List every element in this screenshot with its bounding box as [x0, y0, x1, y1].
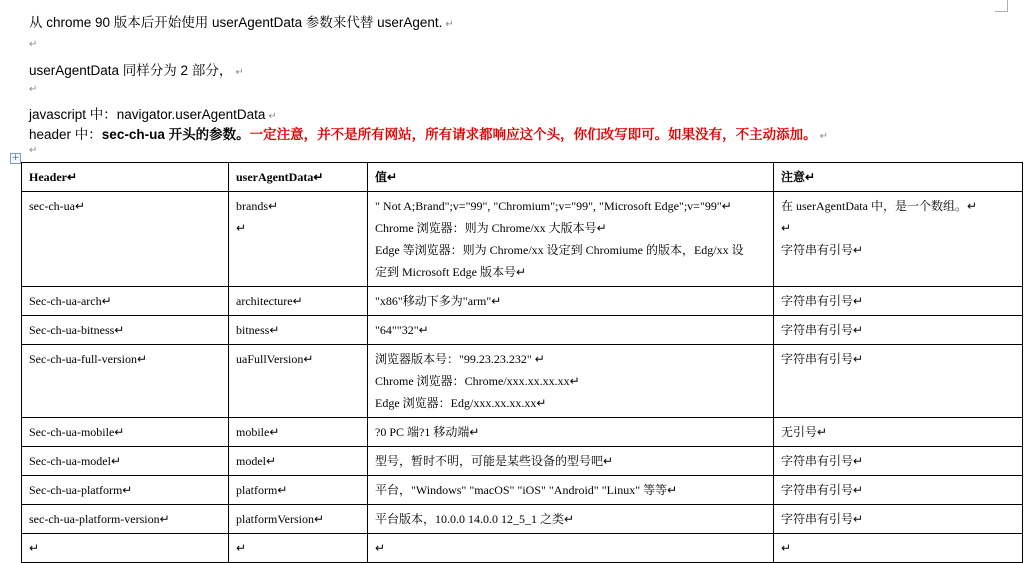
paragraph-text: header 中：: [29, 127, 102, 142]
table-row: [22, 316, 1023, 345]
note-cell: 无引号↵: [774, 418, 1023, 447]
table-row: [22, 505, 1023, 534]
note-line: 字符串有引号↵: [781, 243, 864, 257]
empty-paragraph-mark: ↵: [29, 39, 38, 50]
paragraph-mark: ↵: [445, 19, 454, 30]
paragraph-text: 从 chrome 90 版本后开始使用 userAgentData 参数来代替 userAgent.: [29, 15, 443, 30]
value-cell: [368, 192, 774, 287]
field-cell: platform↵: [229, 476, 368, 505]
table-row: [22, 287, 1023, 316]
value-line: " Not A;Brand";v="99", "Chromium";v="99", "Microsoft Edge";v="99"↵: [375, 199, 732, 213]
header-cell: sec-ch-ua↵: [22, 192, 229, 287]
field-cell: mobile↵: [229, 418, 368, 447]
value-cell: 型号，暂时不明，可能是某些设备的型号吧↵: [368, 447, 774, 476]
field-text: ↵: [236, 221, 247, 235]
header-cell: sec-ch-ua-platform-version↵: [22, 505, 229, 534]
paragraph-mark: ↵: [268, 111, 277, 122]
table-row: [22, 418, 1023, 447]
header-cell: Sec-ch-ua-full-version↵: [22, 345, 229, 418]
field-cell: uaFullVersion↵: [229, 345, 368, 418]
note-cell: 字符串有引号↵: [774, 345, 1023, 418]
table-row: [22, 534, 1023, 563]
note-cell: ↵: [774, 534, 1023, 563]
header-cell: Sec-ch-ua-model↵: [22, 447, 229, 476]
paragraph-line-2: [29, 59, 244, 79]
note-cell: [774, 192, 1023, 287]
value-line: 定到 Microsoft Edge 版本号↵: [375, 265, 527, 279]
value-cell: "64""32"↵: [368, 316, 774, 345]
note-cell: 字符串有引号↵: [774, 287, 1023, 316]
field-cell: ↵: [229, 534, 368, 563]
column-header-useragentdata: userAgentData↵: [229, 163, 368, 192]
table-row: [22, 345, 1023, 418]
field-cell: platformVersion↵: [229, 505, 368, 534]
value-line: Edge 浏览器：Edg/xxx.xx.xx.xx↵: [375, 396, 547, 410]
paragraph-line-4: [29, 123, 828, 143]
note-cell: 字符串有引号↵: [774, 447, 1023, 476]
user-agent-data-table: [21, 162, 1023, 563]
header-cell: Sec-ch-ua-arch↵: [22, 287, 229, 316]
value-cell: "x86"移动下多为"arm"↵: [368, 287, 774, 316]
value-cell: [368, 345, 774, 418]
paragraph-mark: ↵: [235, 67, 244, 78]
field-cell: [229, 192, 368, 287]
table-row: [22, 192, 1023, 287]
paragraph-line-3: [29, 103, 277, 123]
table-row: [22, 476, 1023, 505]
column-header-header: Header↵: [22, 163, 229, 192]
value-cell: 平台，"Windows" "macOS" "iOS" "Android" "Linux" 等等↵: [368, 476, 774, 505]
paragraph-warning-text: 一定注意，并不是所有网站，所有请求都响应这个头，你们改写即可。如果没有，不主动添加。: [249, 127, 817, 142]
paragraph-mark: ↵: [819, 131, 828, 142]
note-line: ↵: [781, 221, 792, 235]
table-move-handle-icon[interactable]: +: [11, 153, 20, 163]
column-header-note: 注意↵: [774, 163, 1023, 192]
value-cell: 平台版本，10.0.0 14.0.0 12_5_1 之类↵: [368, 505, 774, 534]
table-row: [22, 447, 1023, 476]
value-line: Chrome 浏览器：Chrome/xxx.xx.xx.xx↵: [375, 374, 580, 388]
field-text: brands↵: [236, 199, 279, 213]
paragraph-bold-text: sec-ch-ua 开头的参数。: [101, 127, 250, 142]
paragraph-line-1: [29, 11, 454, 31]
header-cell: Sec-ch-ua-platform↵: [22, 476, 229, 505]
column-header-value: 值↵: [368, 163, 774, 192]
value-line: Edge 等浏览器：则为 Chrome/xx 设定到 Chromiume 的版本，Edg/xx 设: [375, 243, 744, 257]
empty-paragraph-mark: ↵: [29, 84, 38, 95]
paragraph-text: userAgentData 同样分为 2 部分，: [29, 63, 233, 78]
paragraph-text: javascript 中：navigator.userAgentData: [29, 107, 266, 122]
header-cell: Sec-ch-ua-mobile↵: [22, 418, 229, 447]
note-cell: 字符串有引号↵: [774, 505, 1023, 534]
note-line: 在 userAgentData 中，是一个数组。↵: [781, 199, 978, 213]
value-line: 浏览器版本号："99.23.23.232" ↵: [375, 352, 545, 366]
value-cell: ?0 PC 端?1 移动端↵: [368, 418, 774, 447]
field-cell: architecture↵: [229, 287, 368, 316]
page-corner-mark: [995, 0, 1008, 12]
header-cell: Sec-ch-ua-bitness↵: [22, 316, 229, 345]
field-cell: bitness↵: [229, 316, 368, 345]
value-line: Chrome 浏览器：则为 Chrome/xx 大版本号↵: [375, 221, 607, 235]
value-cell: ↵: [368, 534, 774, 563]
note-cell: 字符串有引号↵: [774, 316, 1023, 345]
header-cell: ↵: [22, 534, 229, 563]
field-cell: model↵: [229, 447, 368, 476]
note-cell: 字符串有引号↵: [774, 476, 1023, 505]
empty-paragraph-mark: ↵: [29, 145, 38, 156]
table-header-row: [22, 163, 1023, 192]
